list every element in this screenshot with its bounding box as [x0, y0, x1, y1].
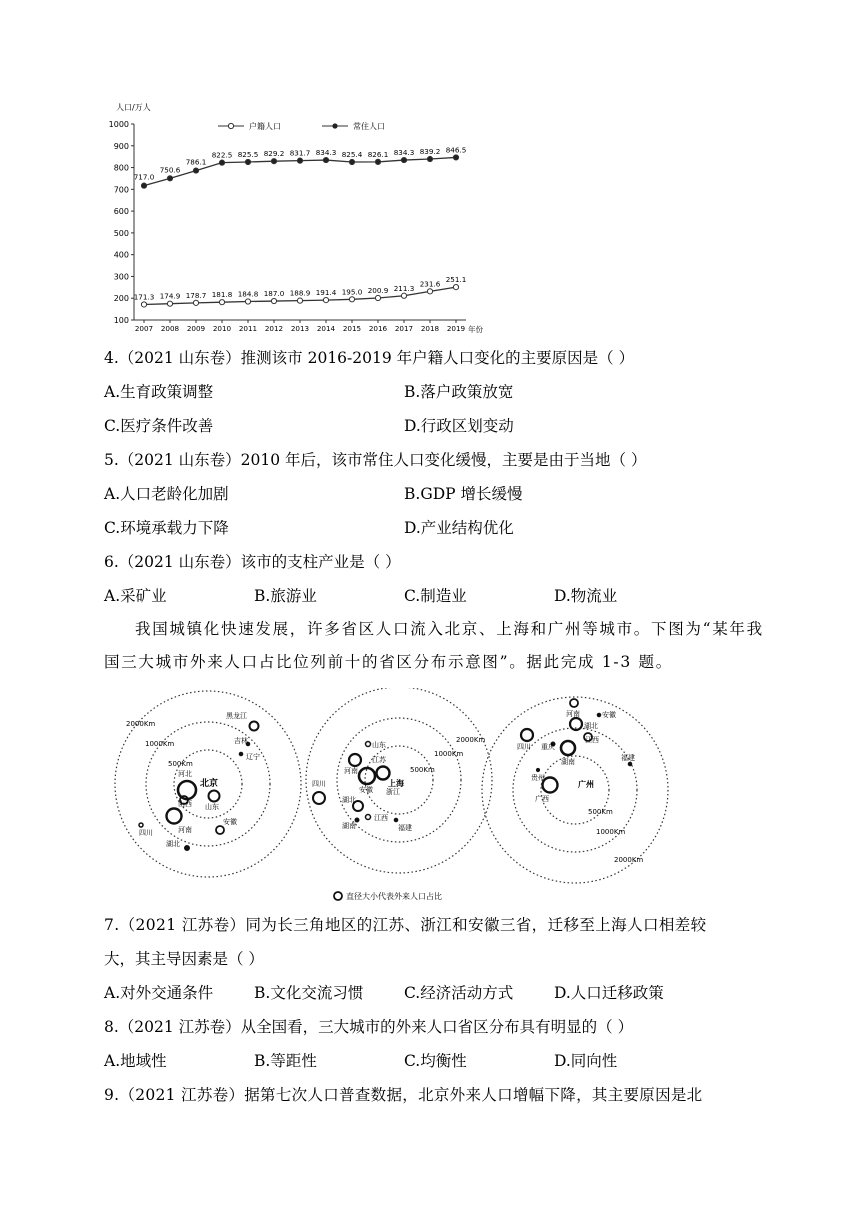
question-4: 4.（2021 山东卷）推测该市 2016-2019 年户籍人口变化的主要原因是（ ） [104, 349, 635, 367]
data-label: 846.5 [445, 145, 467, 155]
data-point [193, 168, 198, 173]
gz-hubei: 湖北 [584, 722, 598, 730]
y-tick-label: 200 [113, 294, 129, 304]
sh-sichuan: 四川 [312, 780, 326, 788]
chart-legend [218, 121, 385, 131]
question-8: 8.（2021 江苏卷）从全国看，三大城市的外来人口省区分布具有明显的（ ） [104, 1018, 634, 1036]
data-point [453, 284, 458, 289]
bj-heilongjiang: 黑龙江 [226, 712, 247, 720]
q8-option-c[interactable]: C.均衡性 [404, 1052, 467, 1070]
q7-option-b[interactable]: B.文化交流习惯 [254, 984, 364, 1002]
q4-option-d[interactable]: D.行政区划变动 [404, 417, 514, 435]
gz-guangxi: 广西 [535, 795, 549, 803]
q6-option-c[interactable]: C.制造业 [404, 587, 467, 605]
gz-sichuan: 四川 [517, 743, 531, 751]
data-label: 834.3 [393, 148, 415, 158]
data-point [427, 156, 432, 161]
gz-henan: 河南 [566, 710, 580, 718]
q5-option-a[interactable]: A.人口老龄化加剧 [104, 485, 229, 503]
x-tick-label: 2017 [394, 324, 414, 333]
sh-ring-2000: 2000Km [456, 736, 486, 744]
population-line-chart [96, 98, 496, 338]
data-label: 191.4 [315, 288, 337, 298]
q6-option-a[interactable]: A.采矿业 [104, 587, 167, 605]
diagram-legend: 直径大小代表外来人口占比 [346, 892, 442, 901]
q8-option-b[interactable]: B.等距性 [254, 1052, 317, 1070]
bj-shanxi: 山西 [178, 800, 192, 808]
bj-hebei: 河北 [178, 770, 192, 778]
y-tick-label: 900 [113, 141, 129, 151]
gz-anhui: 安徽 [602, 711, 616, 719]
question-7-line2: 大，其主导因素是（ ） [104, 950, 264, 968]
y-axis [109, 120, 134, 325]
passage-paragraph: 我国城镇化快速发展，许多省区人口流入北京、上海和广州等城市。下图为“某年我国三大城市外来人口占比位列前十的省区分布示意图”。据此完成 1-3 题。 [104, 620, 764, 671]
data-point [193, 300, 198, 305]
data-point [349, 297, 354, 302]
x-tick-label: 2014 [316, 324, 336, 333]
question-9: 9.（2021 江苏卷）据第七次人口普查数据，北京外来人口增幅下降，其主要原因是北 [104, 1086, 703, 1104]
bj-jilin: 吉林 [234, 737, 248, 745]
q5-option-b[interactable]: B.GDP 增长缓慢 [404, 485, 523, 503]
sh-hubei: 湖北 [342, 796, 356, 804]
data-label: 195.0 [341, 287, 363, 297]
data-label: 171.3 [133, 292, 155, 302]
data-point [271, 298, 276, 303]
data-label: 211.3 [393, 283, 415, 293]
data-point [375, 295, 380, 300]
data-point [401, 157, 406, 162]
data-label: 822.5 [211, 150, 233, 160]
data-point [245, 159, 250, 164]
x-tick-label: 2009 [186, 324, 206, 333]
x-tick-label: 2007 [134, 324, 154, 333]
data-label: 184.8 [237, 289, 259, 299]
question-7-line1: 7.（2021 江苏卷）同为长三角地区的江苏、浙江和安徽三省，迁移至上海人口相差较 [104, 916, 707, 934]
gz-center-label: 广州 [578, 780, 594, 789]
y-tick-label: 600 [113, 207, 129, 217]
q8-option-d[interactable]: D.同向性 [554, 1052, 618, 1070]
x-tick-label: 2016 [368, 324, 388, 333]
bj-anhui: 安徽 [223, 818, 237, 826]
data-point [297, 298, 302, 303]
sh-jiangxi: 江西 [374, 814, 388, 822]
q6-option-b[interactable]: B.旅游业 [254, 587, 317, 605]
bj-hubei: 湖北 [166, 840, 180, 848]
data-label: 829.2 [263, 149, 285, 159]
q7-option-c[interactable]: C.经济活动方式 [404, 984, 514, 1002]
q8-option-a[interactable]: A.地域性 [104, 1052, 167, 1070]
q5-option-c[interactable]: C.环境承载力下降 [104, 519, 229, 537]
y-tick-label: 100 [113, 316, 129, 325]
data-point [323, 157, 328, 162]
sh-ring-500: 500Km [410, 766, 435, 774]
x-tick-label: 2013 [290, 324, 310, 333]
y-tick-label: 1000 [108, 120, 129, 129]
bj-shandong: 山东 [205, 803, 219, 811]
x-tick-label: 2011 [238, 324, 258, 333]
gz-ring-2000: 2000Km [614, 856, 644, 864]
sh-ring-1000: 1000Km [434, 750, 464, 758]
plot-area [134, 145, 467, 307]
sh-center-label: 上海 [388, 779, 404, 788]
x-tick-label: 2008 [160, 324, 180, 333]
gz-jiangxi: 江西 [585, 736, 599, 744]
data-point [375, 159, 380, 164]
y-tick-label: 300 [113, 272, 129, 282]
bj-sichuan: 四川 [139, 829, 153, 837]
sh-jiangsu: 江苏 [372, 756, 386, 764]
three-cities-diagram [104, 688, 684, 904]
data-label: 251.1 [445, 275, 467, 285]
data-label: 717.0 [133, 172, 155, 182]
q6-option-d[interactable]: D.物流业 [554, 587, 618, 605]
y-tick-label: 700 [113, 185, 129, 195]
bj-center-label: 北京 [200, 779, 219, 789]
y-tick-label: 500 [113, 228, 129, 238]
gz-fujian: 福建 [621, 754, 635, 762]
sh-hunan: 湖南 [342, 822, 356, 830]
x-tick-label: 2019 [446, 324, 466, 333]
data-point [453, 155, 458, 160]
x-tick-label: 2015 [342, 324, 362, 333]
gz-hunan: 湖南 [561, 758, 575, 766]
bj-ring-500: 500Km [168, 760, 193, 768]
bj-liaoning: 辽宁 [246, 753, 260, 761]
q4-option-a[interactable]: A.生育政策调整 [104, 383, 214, 401]
data-label: 825.4 [341, 150, 363, 160]
x-tick-label: 2010 [212, 324, 232, 333]
data-label: 178.7 [185, 290, 207, 300]
y-axis-label: 人口/万人 [116, 103, 151, 112]
data-label: 188.9 [289, 288, 311, 298]
question-5: 5.（2021 山东卷）2010 年后，该市常住人口变化缓慢，主要是由于当地（ ） [104, 451, 647, 469]
q5-option-d[interactable]: D.产业结构优化 [404, 519, 514, 537]
bj-henan: 河南 [178, 826, 192, 834]
y-tick-label: 400 [113, 250, 129, 260]
bj-ring-2000: 2000Km [126, 720, 156, 728]
data-label: 181.8 [211, 290, 233, 300]
x-axis [134, 320, 466, 333]
sh-anhui: 安徽 [359, 786, 373, 794]
sh-zhejiang: 浙江 [386, 788, 400, 796]
data-label: 786.1 [185, 157, 207, 167]
data-point [167, 301, 172, 306]
q7-option-d[interactable]: D.人口迁移政策 [554, 984, 664, 1002]
data-label: 750.6 [159, 165, 181, 175]
data-label: 831.7 [289, 148, 311, 158]
gz-ring-1000: 1000Km [596, 828, 626, 836]
bj-ring-1000: 1000Km [145, 740, 175, 748]
data-label: 825.5 [237, 150, 259, 160]
data-point [245, 299, 250, 304]
gz-ring-500: 500Km [588, 808, 613, 816]
data-point [219, 160, 224, 165]
sh-henan: 河南 [344, 767, 358, 775]
data-point [271, 159, 276, 164]
data-point [141, 302, 146, 307]
data-point [349, 159, 354, 164]
q4-option-b[interactable]: B.落户政策放宽 [404, 383, 514, 401]
question-6: 6.（2021 山东卷）该市的支柱产业是（ ） [104, 553, 401, 571]
data-point [401, 293, 406, 298]
data-label: 187.0 [263, 289, 285, 299]
legend-changzhu: 常住人口 [353, 122, 385, 131]
x-tick-label: 2012 [264, 324, 284, 333]
data-point [219, 300, 224, 305]
data-point [323, 297, 328, 302]
legend-huji: 户籍人口 [249, 122, 281, 131]
x-tick-label: 2018 [420, 324, 440, 333]
x-axis-label: 年份 [468, 325, 483, 334]
data-point [427, 289, 432, 294]
gz-guizhou: 贵州 [531, 774, 545, 782]
data-label: 834.3 [315, 148, 337, 158]
gz-chongqing: 重庆 [541, 743, 555, 751]
data-label: 231.6 [419, 279, 441, 289]
data-label: 174.9 [159, 291, 181, 301]
data-point [297, 158, 302, 163]
data-label: 826.1 [367, 149, 389, 159]
data-label: 200.9 [367, 286, 389, 296]
sh-shandong: 山东 [372, 741, 386, 749]
data-point [167, 176, 172, 181]
data-point [141, 183, 146, 188]
data-label: 839.2 [419, 147, 441, 157]
y-tick-label: 800 [113, 163, 129, 173]
q4-option-c[interactable]: C.医疗条件改善 [104, 417, 214, 435]
sh-fujian: 福建 [398, 824, 412, 832]
q7-option-a[interactable]: A.对外交通条件 [104, 984, 214, 1002]
